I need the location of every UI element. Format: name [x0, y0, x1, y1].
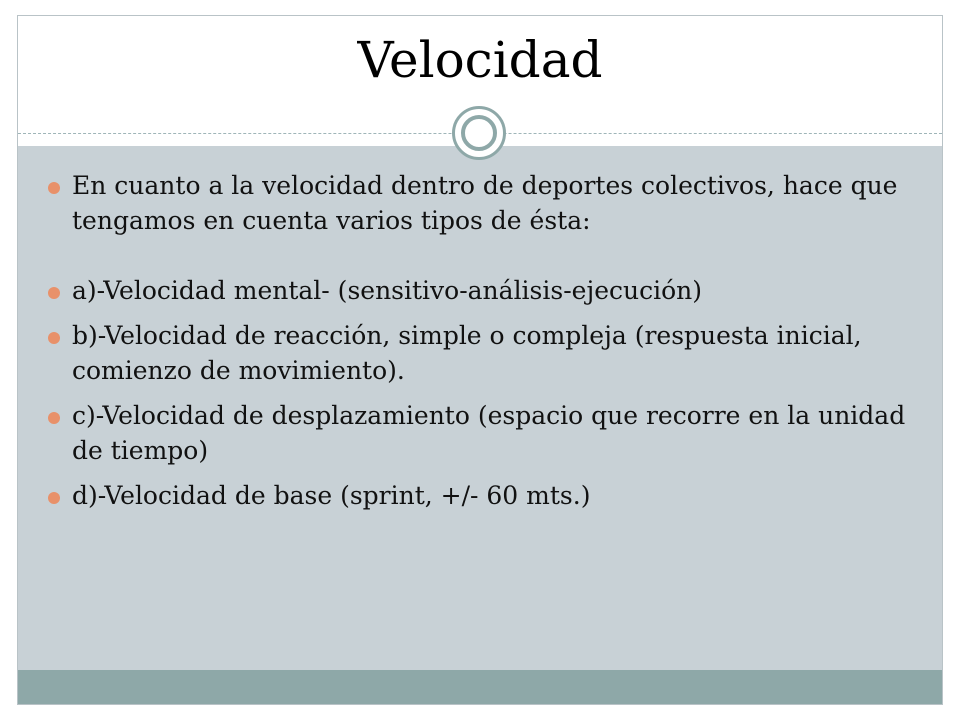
bullet-dot-icon [48, 332, 60, 344]
bullet-text: a)-Velocidad mental- (sensitivo-análisis-ejecución) [72, 276, 703, 305]
bullet-item-reaccion [72, 318, 912, 388]
circle-ornament-icon [452, 106, 506, 160]
bullet-item-desplazamiento [72, 398, 912, 468]
bullet-text: d)-Velocidad de base (sprint, +/- 60 mts.) [72, 481, 591, 510]
bullet-text: b)-Velocidad de reacción, simple o compleja (respuesta inicial, comienzo de movimiento). [72, 321, 862, 385]
bullet-item-base [72, 478, 912, 513]
footer-band [18, 670, 942, 704]
bullet-dot-icon [48, 182, 60, 194]
bullet-text: En cuanto a la velocidad dentro de deportes colectivos, hace que tengamos en cuenta varios tipos de ésta: [72, 171, 898, 235]
bullet-dot-icon [48, 412, 60, 424]
bullet-dot-icon [48, 492, 60, 504]
bullet-list [72, 168, 912, 513]
bullet-item-mental [72, 273, 912, 308]
slide-title: Velocidad [357, 31, 603, 89]
bullet-item-intro [72, 168, 912, 238]
bullet-text: c)-Velocidad de desplazamiento (espacio que recorre en la unidad de tiempo) [72, 401, 906, 465]
bullet-dot-icon [48, 287, 60, 299]
